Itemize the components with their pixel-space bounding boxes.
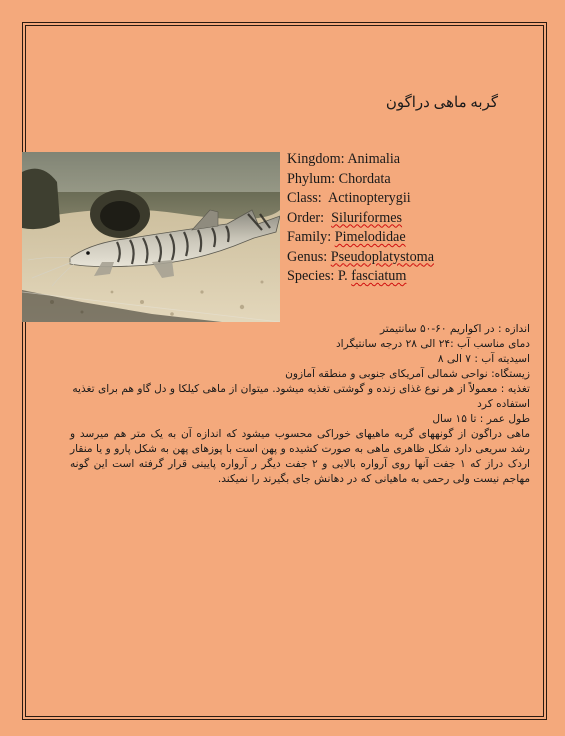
taxonomy-label: Phylum: <box>287 170 336 187</box>
detail-description: ماهی دراگون از گونههای گربه ماهیهای خوراکی محسوب میشود که اندازه آن به یک متر هم میرسد و رشد سریعی دارد شکل ظاهری ماهی به صورت کشیده و پهن است با پوزهای پهن به شکل پارو و یا منقار اردک دراز که ۱ جفت آنها روی آرواره بالایی و ۲ جفت دیگر ر آرواره پایینی قرار گرفته است این گونه مهاجم نیست ولی رحمی به ماهیانی که در دهانش جای بگیرند را نمیکند. <box>70 428 531 485</box>
species-details <box>70 322 530 487</box>
taxonomy-label: Species: <box>287 268 335 284</box>
taxonomy-value: Animalia <box>347 151 401 167</box>
detail-ph: اسیدیته آب : ۷ الی ۸ <box>437 353 530 365</box>
taxonomy-label: Class: <box>287 190 322 206</box>
taxonomy-label: Kingdom: <box>287 151 345 167</box>
detail-lifespan: طول عمر : تا ۱۵ سال <box>432 413 530 425</box>
taxonomy-value-genus-abbrev: P. <box>337 268 348 284</box>
detail-diet: تغذیه : معمولاً از هر نوع غذای زنده و گوشتی تغذیه میشود. میتوان از ماهی کیلکا و دل گاو هم برای تغذیه استفاده کرد <box>72 383 530 410</box>
taxonomy-class <box>287 189 434 209</box>
taxonomy-label: Order: <box>287 209 325 226</box>
taxonomy-value: fasciatum <box>351 268 407 284</box>
taxonomy-value: Pimelodidae <box>334 229 406 245</box>
taxonomy-family <box>287 228 434 248</box>
taxonomy-list <box>287 150 434 287</box>
taxonomy-species <box>287 267 434 287</box>
taxonomy-order <box>287 209 434 229</box>
taxonomy-genus <box>287 248 434 268</box>
document-title: گربه ماهی دراگون <box>385 95 498 111</box>
detail-temperature: دمای مناسب آب :۲۴ الی ۲۸ درجه سانتیگراد <box>335 338 530 350</box>
taxonomy-label: Genus: <box>287 248 328 265</box>
taxonomy-kingdom <box>287 150 434 170</box>
detail-habitat: زیستگاه: نواحی شمالی آمریکای جنوبی و منطقه آمازون <box>285 368 530 380</box>
taxonomy-value: Siluriformes <box>331 209 403 226</box>
taxonomy-phylum <box>287 170 434 190</box>
catfish-photo <box>22 152 280 322</box>
taxonomy-value: Pseudoplatystoma <box>330 248 434 265</box>
detail-size: اندازه : در اکواریم ۶۰-۵۰ سانتیمتر <box>379 323 530 335</box>
taxonomy-value: Chordata <box>338 170 391 187</box>
taxonomy-label: Family: <box>287 229 332 245</box>
taxonomy-value: Actinopterygii <box>328 190 411 206</box>
